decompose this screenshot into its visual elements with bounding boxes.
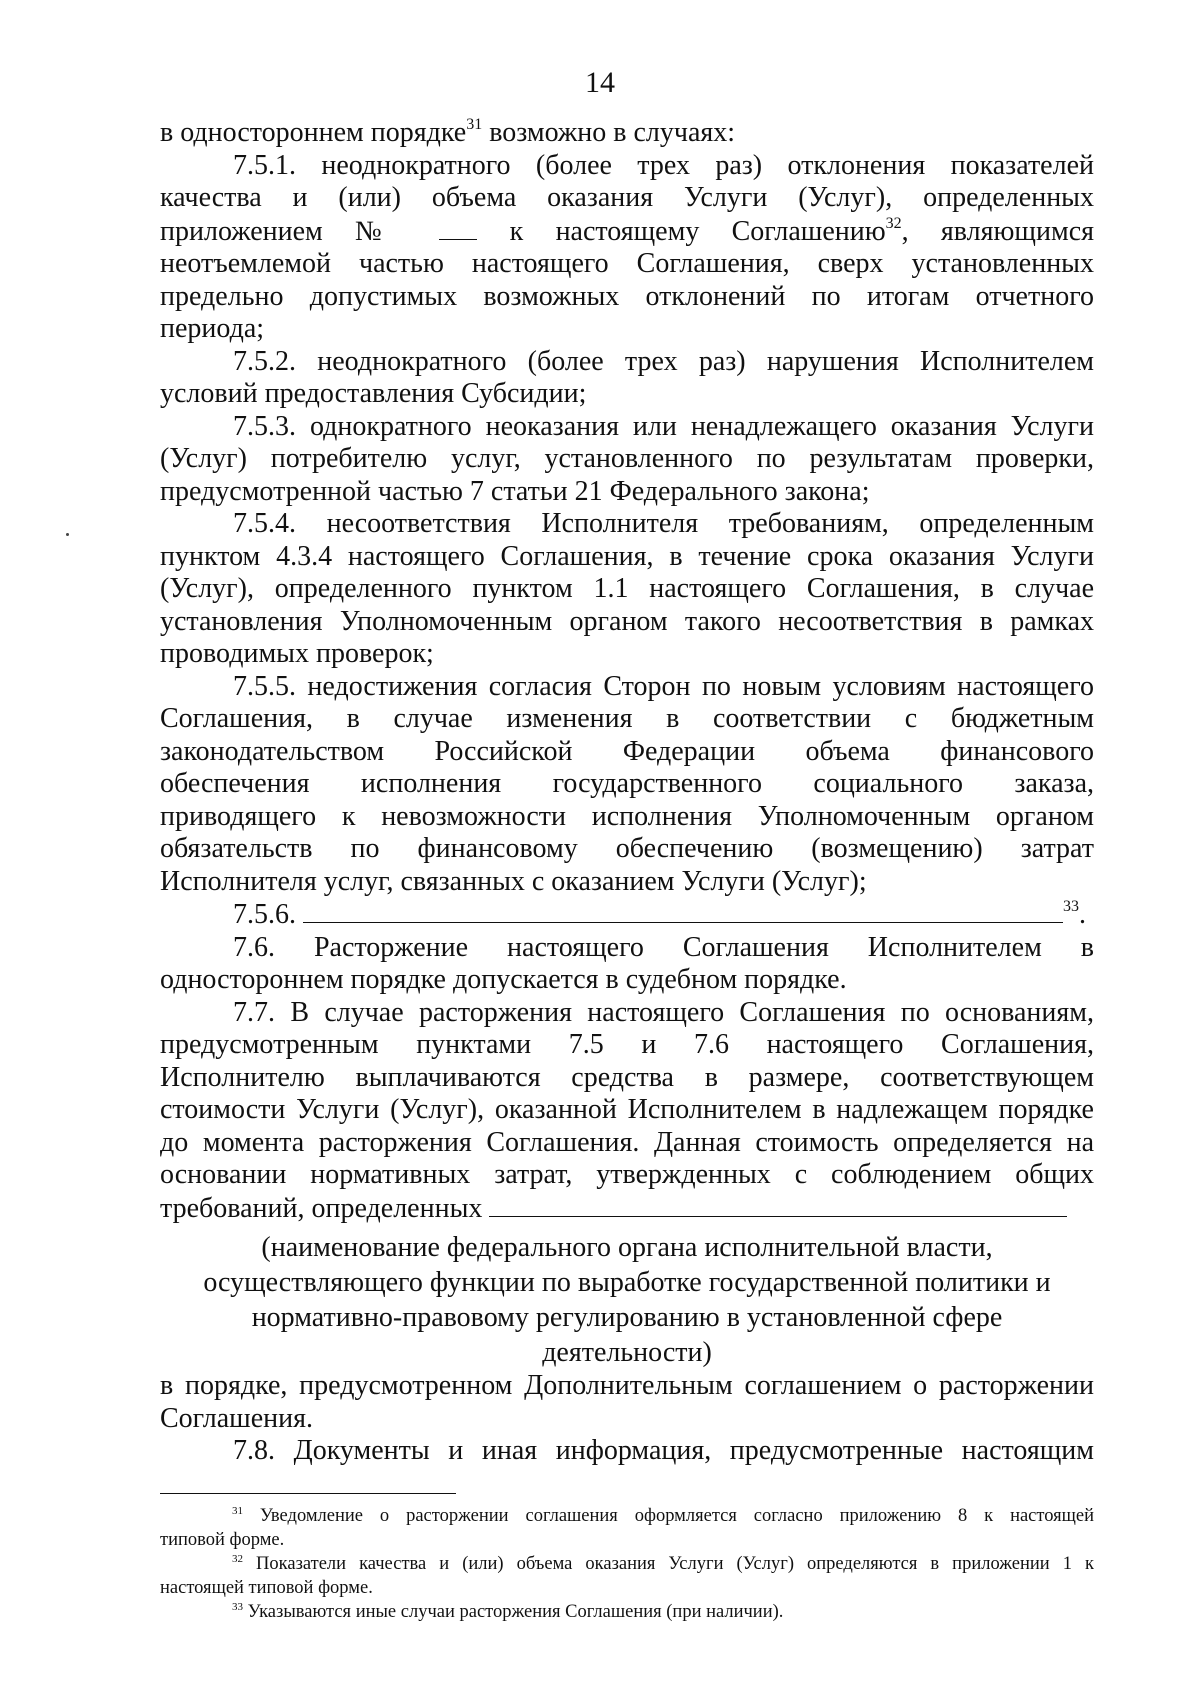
clause-7-7-text: требований, определенных [160, 1192, 483, 1224]
clause-7-5-5-line: законодательством Российской Федерации объема финансового [160, 735, 1094, 767]
authority-caption-line: деятельности) [542, 1337, 712, 1368]
number-blank [439, 215, 477, 240]
clause-7-5-1-text: к настоящему Соглашению [509, 215, 886, 247]
footnote-33 [160, 1600, 1094, 1624]
authority-caption-line: нормативно-правовому регулированию в установленной сфере [251, 1302, 1003, 1333]
clause-7-5-1-text: , являющимся [901, 215, 1095, 247]
clause-7-7-line: основании нормативных затрат, утвержденных с соблюдением общих [160, 1159, 1094, 1190]
clause-7-5-1-line: предельно допустимых возможных отклонений по итогам отчетного [160, 280, 1094, 312]
authority-caption [160, 1225, 1094, 1370]
footnotes [160, 1504, 1094, 1624]
footnote-32-cont: настоящей типовой форме. [160, 1578, 373, 1598]
intro-text: в одностороннем порядке [160, 117, 467, 148]
clause-7-5-1-line: периода; [160, 313, 265, 344]
footnote-separator [160, 1493, 456, 1494]
clause-7-5-3-line: 7.5.3. однократного неоказания или ненадлежащего оказания Услуги [233, 410, 1094, 442]
clause-7-7-line [160, 1192, 1094, 1226]
clause-7-6-line: 7.6. Расторжение настоящего Соглашения Исполнителем в [233, 931, 1094, 963]
clause-7-5-4-line: пунктом 4.3.4 настоящего Соглашения, в течение срока оказания Услуги [160, 540, 1094, 572]
clause-7-5-5-line: обеспечения исполнения государственного социального заказа, [160, 768, 1094, 799]
clause-7-5-5-line: приводящего к невозможности исполнения Уполномоченным органом [160, 800, 1094, 832]
clause-7-5-4-line: проводимых проверок; [160, 638, 434, 669]
intro-line [160, 117, 1094, 150]
footnote-text: Уведомление о расторжении соглашения оформляется согласно приложению 8 к настоящей [259, 1506, 1094, 1526]
clause-7-5-5-line: Соглашения, в случае изменения в соответствии с бюджетным [160, 703, 1094, 734]
footnote-text: Указываются иные случаи расторжения Соглашения (при наличии). [247, 1602, 784, 1622]
authority-caption-line: осуществляющего функции по выработке государственной политики и [203, 1267, 1051, 1298]
footnote-number: 32 [232, 1553, 243, 1565]
authority-blank [489, 1192, 1067, 1217]
clause-7-5-6-label: 7.5.6. [233, 899, 296, 930]
clause-7-5-1-text: приложением № [160, 215, 408, 247]
clause-7-5-6-end: . [1079, 899, 1086, 930]
clause-7-5-5-line: 7.5.5. недостижения согласия Сторон по новым условиям настоящего [233, 670, 1094, 702]
footnote-number: 33 [232, 1601, 243, 1613]
clause-7-7-line: Соглашения. [160, 1402, 313, 1434]
clause-7-5-6-blank [303, 898, 1063, 923]
clause-7-5-4-line: 7.5.4. несоответствия Исполнителя требованиям, определенным [233, 508, 1094, 539]
clause-7-5-1-line: неотъемлемой частью настоящего Соглашения, сверх установленных [160, 248, 1094, 279]
footnote-31 [160, 1504, 1094, 1528]
clause-7-7-line: стоимости Услуги (Услуг), оказанной Исполнителем в надлежащем порядке [160, 1094, 1094, 1125]
clause-7-7-line: предусмотренным пунктами 7.5 и 7.6 настоящего Соглашения, [160, 1029, 1094, 1060]
clause-7-5-3-line: (Услуг) потребителю услуг, установленного по результатам проверки, [160, 443, 1094, 474]
footnote-32 [160, 1552, 1094, 1576]
clause-7-5-5-line: Исполнителя услуг, связанных с оказанием Услуги (Услуг); [160, 865, 867, 897]
scan-speck [66, 533, 69, 536]
page-number: 14 [585, 66, 615, 99]
clause-7-7-line: 7.7. В случае расторжения настоящего Соглашения по основаниям, [233, 996, 1094, 1028]
clause-7-6-line: одностороннем порядке допускается в судебном порядке. [160, 964, 847, 995]
clause-7-7-line: в порядке, предусмотренном Дополнительным соглашением о расторжении [160, 1370, 1094, 1401]
authority-caption-line: (наименование федерального органа исполнительной власти, [261, 1232, 993, 1263]
clause-7-5-1-line [160, 215, 1094, 249]
clause-7-8-line: 7.8. Документы и иная информация, предусмотренные настоящим [233, 1435, 1094, 1466]
footnote-ref-31: 31 [466, 116, 483, 133]
intro-tail: возможно в случаях: [482, 117, 736, 148]
footnote-31-cont: типовой форме. [160, 1530, 285, 1550]
clause-7-5-1-line: качества и (или) объема оказания Услуги (Услуг), определенных [160, 182, 1094, 213]
clause-7-7-line: до момента расторжения Соглашения. Данная стоимость определяется на [160, 1126, 1094, 1158]
clause-7-5-6-line [160, 898, 1094, 932]
document-body [160, 117, 1094, 1468]
clause-7-7-line: Исполнителю выплачиваются средства в размере, соответствующем [160, 1061, 1094, 1093]
clause-7-5-4-line: установления Уполномоченным органом такого несоответствия в рамках [160, 605, 1094, 637]
clause-7-5-3-line: предусмотренной частью 7 статьи 21 Федерального закона; [160, 475, 870, 507]
clause-7-5-2-line: условий предоставления Субсидии; [160, 378, 587, 409]
footnote-ref-32: 32 [885, 214, 902, 232]
clause-7-5-2-line: 7.5.2. неоднократного (более трех раз) нарушения Исполнителем [233, 345, 1094, 377]
clause-7-5-5-line: обязательств по финансовому обеспечению (возмещению) затрат [160, 833, 1094, 864]
clause-7-5-4-line: (Услуг), определенного пунктом 1.1 настоящего Соглашения, в случае [160, 573, 1094, 604]
footnote-ref-33: 33 [1063, 898, 1079, 915]
footnote-text: Показатели качества и (или) объема оказания Услуги (Услуг) определяются в приложении 1 к [256, 1554, 1095, 1574]
clause-7-5-1-line: 7.5.1. неоднократного (более трех раз) отклонения показателей [233, 149, 1094, 181]
footnote-number: 31 [232, 1505, 243, 1517]
